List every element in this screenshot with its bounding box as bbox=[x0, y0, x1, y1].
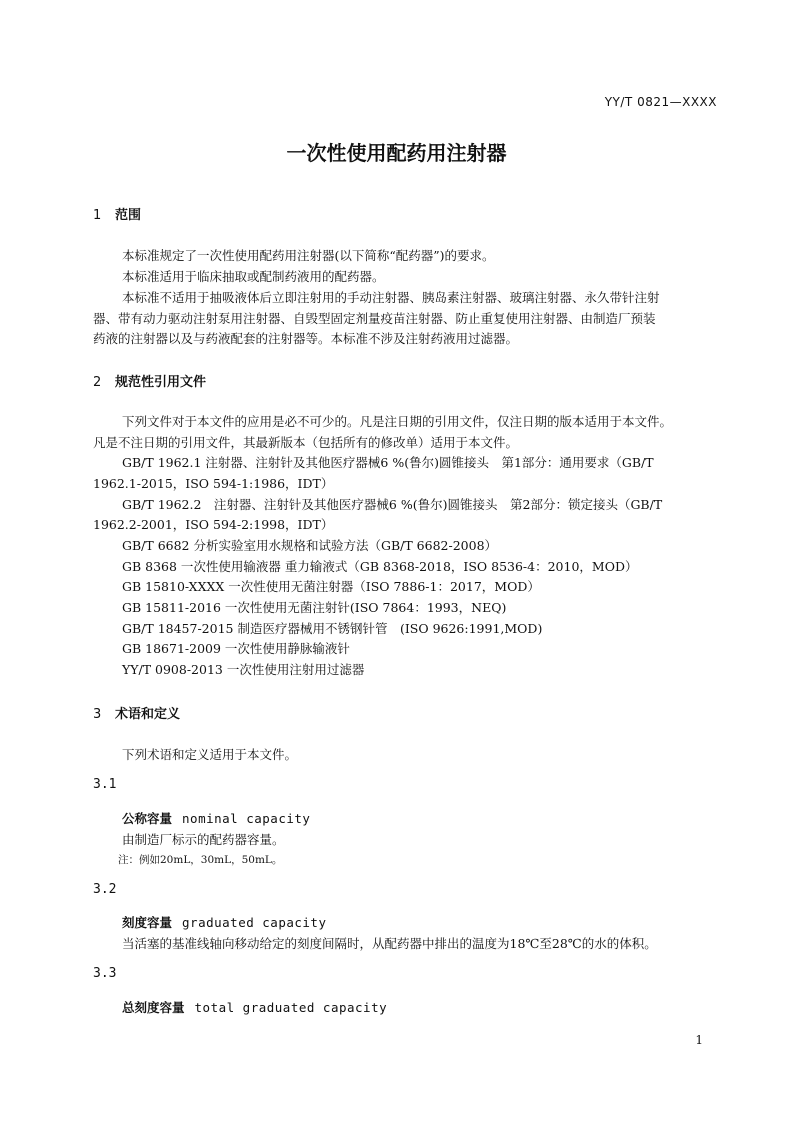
term-chinese: 公称容量 bbox=[122, 811, 173, 826]
term-heading bbox=[122, 809, 310, 827]
term-english: nominal capacity bbox=[182, 811, 311, 826]
scope-paragraph-3-line-2: 器、带有动力驱动注射泵用注射器、自毁型固定剂量疫苗注射器、防止重复使用注射器、由制造厂预装 bbox=[93, 311, 656, 326]
term-note: 注：例如20mL，30mL，50mL。 bbox=[118, 854, 283, 866]
reference-item: GB/T 1962.1 注射器、注射针及其他医疗器械6 %(鲁尔)圆锥接头 第1部分：通用要求（GB/T bbox=[122, 455, 654, 470]
scope-paragraph-1: 本标准规定了一次性使用配药用注射器(以下简称“配药器”)的要求。 bbox=[122, 248, 495, 263]
section-title: 规范性引用文件 bbox=[115, 375, 207, 390]
term-number: 3.2 bbox=[93, 882, 117, 897]
reference-item: YY/T 0908-2013 一次性使用注射用过滤器 bbox=[122, 662, 365, 677]
reference-item-continued: 1962.1-2015，ISO 594-1:1986，IDT） bbox=[93, 476, 334, 491]
references-intro-line-1: 下列文件对于本文件的应用是必不可少的。凡是注日期的引用文件，仅注日期的版本适用于本文件。 bbox=[122, 414, 673, 429]
term-number: 3.3 bbox=[93, 966, 117, 981]
term-english: total graduated capacity bbox=[194, 1000, 388, 1015]
section-number: 2 bbox=[93, 375, 102, 390]
scope-paragraph-3-line-3: 药液的注射器以及与药液配套的注射器等。本标准不涉及注射药液用过滤器。 bbox=[93, 331, 519, 346]
reference-item: GB 8368 一次性使用输液器 重力输液式（GB 8368-2018，ISO 8536-4：2010，MOD） bbox=[122, 559, 638, 574]
reference-item-continued: 1962.2-2001，ISO 594-2:1998，IDT） bbox=[93, 517, 334, 532]
term-chinese: 刻度容量 bbox=[122, 915, 173, 930]
section-heading-terms bbox=[93, 703, 180, 722]
term-heading bbox=[122, 913, 326, 931]
document-number: YY/T 0821—XXXX bbox=[604, 95, 717, 109]
reference-item: GB/T 18457-2015 制造医疗器械用不锈钢针管 (ISO 9626:1991,MOD) bbox=[122, 621, 543, 636]
section-title: 范围 bbox=[115, 208, 142, 223]
page-number: 1 bbox=[695, 1033, 703, 1047]
section-number: 3 bbox=[93, 707, 102, 722]
section-number: 1 bbox=[93, 208, 102, 223]
reference-item: GB/T 1962.2 注射器、注射针及其他医疗器械6 %(鲁尔)圆锥接头 第2部分：锁定接头（GB/T bbox=[122, 497, 663, 512]
terms-intro: 下列术语和定义适用于本文件。 bbox=[122, 747, 298, 762]
section-title: 术语和定义 bbox=[115, 707, 181, 722]
reference-item: GB 18671-2009 一次性使用静脉输液针 bbox=[122, 641, 350, 656]
scope-paragraph-3-line-1: 本标准不适用于抽吸液体后立即注射用的手动注射器、胰岛素注射器、玻璃注射器、永久带针注射 bbox=[122, 290, 660, 305]
term-english: graduated capacity bbox=[182, 915, 327, 930]
reference-item: GB 15810-XXXX 一次性使用无菌注射器（ISO 7886-1：2017，MOD） bbox=[122, 579, 540, 594]
term-definition: 当活塞的基准线轴向移动给定的刻度间隔时，从配药器中排出的温度为18℃至28℃的水的体积。 bbox=[122, 936, 657, 951]
term-definition: 由制造厂标示的配药器容量。 bbox=[122, 832, 285, 847]
term-chinese: 总刻度容量 bbox=[122, 1000, 185, 1015]
reference-item: GB/T 6682 分析实验室用水规格和试验方法（GB/T 6682-2008） bbox=[122, 538, 498, 553]
term-number: 3.1 bbox=[93, 777, 117, 792]
scope-paragraph-2: 本标准适用于临床抽取或配制药液用的配药器。 bbox=[122, 269, 385, 284]
reference-item: GB 15811-2016 一次性使用无菌注射针(ISO 7864：1993，NEQ) bbox=[122, 600, 507, 615]
references-intro-line-2: 凡是不注日期的引用文件，其最新版本（包括所有的修改单）适用于本文件。 bbox=[93, 435, 519, 450]
page-title: 一次性使用配药用注射器 bbox=[286, 141, 507, 165]
term-heading bbox=[122, 998, 387, 1016]
section-heading-normative-references bbox=[93, 371, 206, 390]
section-heading-scope bbox=[93, 204, 141, 223]
